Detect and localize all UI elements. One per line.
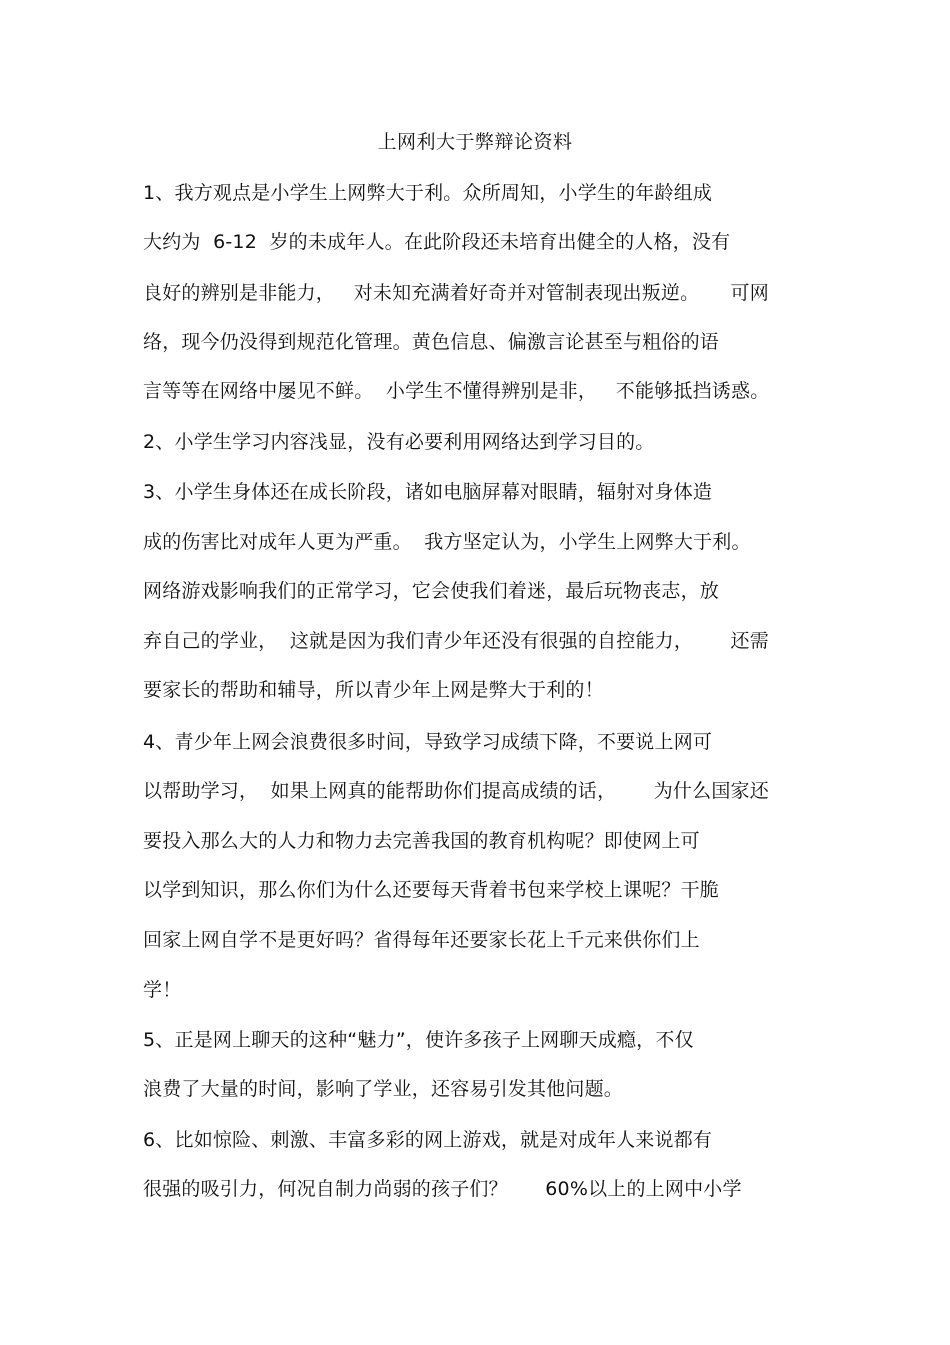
paragraph-line: 网络游戏影响我们的正常学习，它会使我们着迷，最后玩物丧志，放 [143, 580, 720, 602]
paragraph-line: 要投入那么大的人力和物力去完善我国的教育机构呢？即使网上可 [143, 830, 700, 852]
paragraph-line: 良好的辨别是非能力， 对未知充满着好奇并对管制表现出叛逆。 可网 [143, 282, 769, 304]
paragraph-line: 以帮助学习， 如果上网真的能帮助你们提高成绩的话， 为什么国家还 [143, 780, 769, 802]
paragraph-line: 1、我方观点是小学生上网弊大于利。众所周知，小学生的年龄组成 [143, 182, 713, 204]
document-title: 上网利大于弊辩论资料 [377, 131, 573, 153]
paragraph-line: 要家长的帮助和辅导，所以青少年上网是弊大于利的！ [143, 679, 604, 701]
paragraph-line: 6、比如惊险、刺激、丰富多彩的网上游戏，就是对成年人来说都有 [143, 1129, 713, 1151]
paragraph-line: 以学到知识，那么你们为什么还要每天背着书包来学校上课呢？干脆 [143, 879, 720, 901]
paragraph-line: 很强的吸引力，何况自制力尚弱的孩子们？ 60%以上的上网中小学 [143, 1178, 742, 1200]
paragraph-line: 学！ [143, 979, 182, 1001]
paragraph-line: 2、小学生学习内容浅显，没有必要利用网络达到学习目的。 [143, 431, 655, 453]
paragraph-line: 回家上网自学不是更好吗？省得每年还要家长花上千元来供你们上 [143, 929, 700, 951]
paragraph-line: 大约为 6-12 岁的未成年人。在此阶段还未培育出健全的人格，没有 [143, 231, 731, 253]
paragraph-line: 络，现今仍没得到规范化管理。黄色信息、偏激言论甚至与粗俗的语 [143, 331, 720, 353]
paragraph-line: 言等等在网络中屡见不鲜。 小学生不懂得辨别是非， 不能够抵挡诱惑。 [143, 380, 770, 402]
paragraph-line: 浪费了大量的时间，影响了学业，还容易引发其他问题。 [143, 1078, 624, 1100]
paragraph-line: 5、正是网上聊天的这种“魅力”，使许多孩子上网聊天成瘾，不仅 [143, 1029, 694, 1051]
paragraph-line: 3、小学生身体还在成长阶段，诸如电脑屏幕对眼睛，辐射对身体造 [143, 481, 713, 503]
paragraph-line: 4、青少年上网会浪费很多时间，导致学习成绩下降，不要说上网可 [143, 731, 713, 753]
paragraph-line: 弃自己的学业， 这就是因为我们青少年还没有很强的自控能力， 还需 [143, 630, 769, 652]
paragraph-line: 成的伤害比对成年人更为严重。 我方坚定认为，小学生上网弊大于利。 [143, 531, 751, 553]
